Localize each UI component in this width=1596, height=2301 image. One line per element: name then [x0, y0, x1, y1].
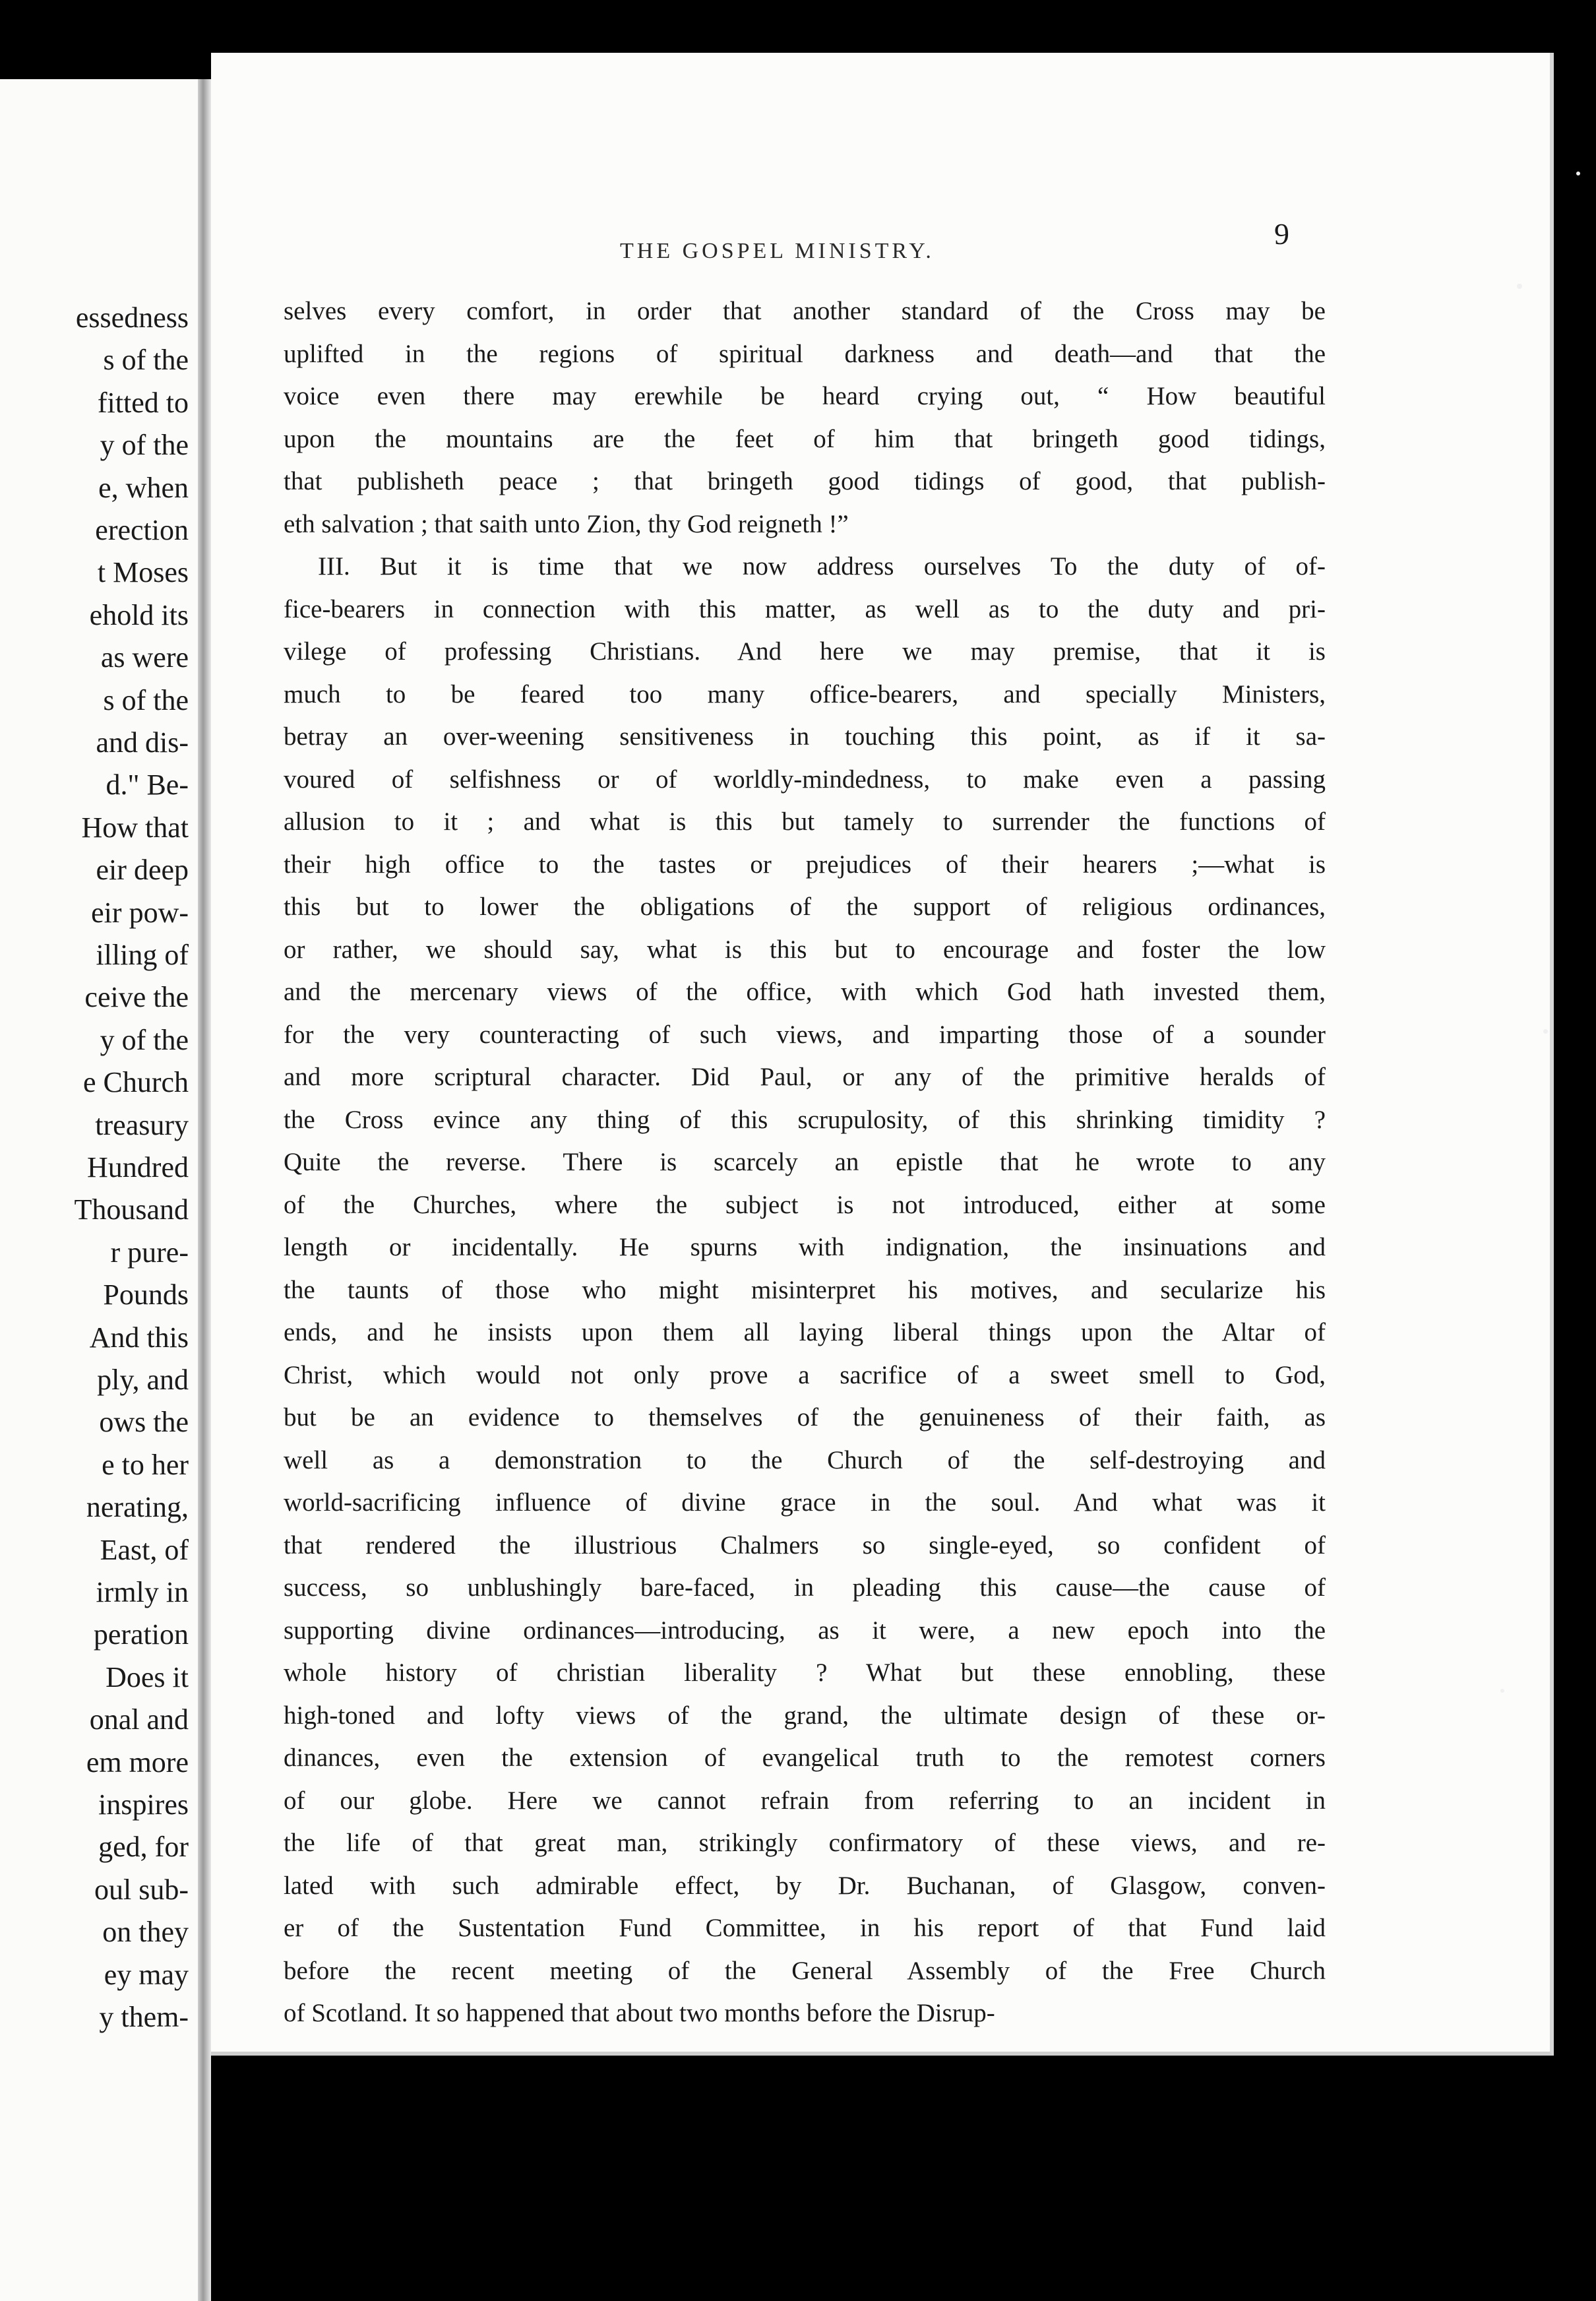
left-page-line: And this	[89, 1321, 189, 1354]
left-page-line: oul sub-	[94, 1873, 189, 1906]
scan-speck	[1500, 1689, 1504, 1693]
body-text-line: the taunts of those who might misinterpret his motives, and secularize his	[284, 1275, 1326, 1304]
left-page-line: East, of	[100, 1533, 189, 1566]
left-page-line: on they	[102, 1916, 189, 1949]
left-page-line: essedness	[75, 301, 189, 334]
body-text-line: vilege of professing Christians. And here we may premise, that it is	[284, 637, 1326, 666]
left-page-line: e Church	[82, 1066, 189, 1099]
left-page-line: em more	[86, 1746, 189, 1779]
body-text-line: high-toned and lofty views of the grand, the ultimate design of these or-	[284, 1701, 1326, 1730]
left-page-line: e to her	[102, 1448, 189, 1481]
left-page-line: inspires	[98, 1788, 189, 1821]
left-page-line: peration	[93, 1618, 189, 1651]
body-text-line: whole history of christian liberality ? What but these ennobling, these	[284, 1658, 1326, 1687]
left-page-line: illing of	[96, 939, 189, 971]
body-text-line: eth salvation ; that saith unto Zion, thy God reigneth !”	[284, 509, 849, 538]
body-text-line: well as a demonstration to the Church of the self-destroying and	[284, 1445, 1326, 1474]
left-page-line: eir pow-	[91, 896, 189, 929]
left-page-line: Hundred	[87, 1151, 189, 1183]
body-text-line: much to be feared too many office-bearers, and specially Ministers,	[284, 679, 1326, 709]
body-text-line: lated with such admirable effect, by Dr. Buchanan, of Glasgow, conven-	[284, 1871, 1326, 1900]
body-text-line: voured of selfishness or of worldly-mindedness, to make even a passing	[284, 765, 1326, 794]
left-page-line: ply, and	[97, 1364, 189, 1396]
body-text-line: length or incidentally. He spurns with indignation, the insinuations and	[284, 1233, 1326, 1261]
body-text-line: their high office to the tastes or prejudices of their hearers ;—what is	[284, 850, 1326, 879]
left-page-line: irmly in	[96, 1576, 189, 1608]
body-text-line: of the Churches, where the subject is not introduced, either at some	[284, 1190, 1326, 1219]
body-text-line: the Cross evince any thing of this scrupulosity, of this shrinking timidity ?	[284, 1105, 1326, 1134]
left-page-line: r pure-	[110, 1236, 189, 1269]
body-text-line: that publisheth peace ; that bringeth good tidings of good, that publish-	[284, 467, 1326, 495]
body-text-line: fice-bearers in connection with this matter, as well as to the duty and pri-	[284, 594, 1326, 623]
left-page-line: y of the	[100, 429, 189, 462]
body-text-line: betray an over-weening sensitiveness in touching this point, as if it sa-	[284, 722, 1326, 751]
left-page-line: ehold its	[89, 598, 189, 631]
body-text-line: dinances, even the extension of evangelical truth to the remotest corners	[284, 1744, 1326, 1772]
left-page-line: t Moses	[97, 556, 189, 589]
left-page-line: treasury	[95, 1108, 189, 1141]
body-text	[284, 290, 1326, 2035]
body-text-line: Christ, which would not only prove a sacrifice of a sweet smell to God,	[284, 1360, 1326, 1389]
right-page	[211, 53, 1554, 2056]
body-text-line: and the mercenary views of the office, with which God hath invested them,	[284, 978, 1326, 1006]
left-page-line: fitted to	[97, 386, 189, 419]
left-facing-page	[0, 79, 198, 2301]
body-text-line: but be an evidence to themselves of the genuineness of their faith, as	[284, 1403, 1326, 1432]
body-text-line: voice even there may erewhile be heard crying out, “ How beautiful	[284, 382, 1326, 410]
body-text-line: or rather, we should say, what is this but to encourage and foster the low	[284, 935, 1326, 964]
scan-speck	[1543, 1029, 1548, 1034]
left-page-line: nerating,	[86, 1491, 189, 1524]
body-text-line: success, so unblushingly bare-faced, in pleading this cause—the cause of	[284, 1573, 1326, 1602]
left-page-line: as were	[100, 641, 189, 674]
left-page-line: Does it	[106, 1660, 189, 1693]
body-text-line: allusion to it ; and what is this but tamely to surrender the functions of	[284, 807, 1326, 836]
left-page-line: onal and	[89, 1703, 189, 1736]
left-page-line: y them-	[99, 2001, 189, 2033]
body-text-line: selves every comfort, in order that another standard of the Cross may be	[284, 297, 1326, 325]
left-page-line: Thousand	[74, 1193, 189, 1226]
body-text-line: Quite the reverse. There is scarcely an epistle that he wrote to any	[284, 1148, 1326, 1176]
body-text-line: upon the mountains are the feet of him that bringeth good tidings,	[284, 424, 1326, 453]
body-text-line: ends, and he insists upon them all laying liberal things upon the Altar of	[284, 1318, 1326, 1346]
body-text-line: world-sacrificing influence of divine grace in the soul. And what was it	[284, 1488, 1326, 1517]
left-page-line: How that	[81, 811, 189, 844]
left-page-line: y of the	[100, 1023, 189, 1056]
body-text-line: before the recent meeting of the General Assembly of the Free Church	[284, 1956, 1326, 1985]
body-text-line: er of the Sustentation Fund Committee, in his report of that Fund laid	[284, 1914, 1326, 1942]
body-text-line: and more scriptural character. Did Paul, or any of the primitive heralds of	[284, 1063, 1326, 1091]
left-page-line: eir deep	[96, 854, 189, 887]
left-page-line: d." Be-	[106, 769, 189, 802]
left-page-line: e, when	[98, 471, 189, 504]
left-page-line: Pounds	[103, 1278, 189, 1311]
left-page-line: s of the	[103, 683, 189, 716]
body-text-line: supporting divine ordinances—introducing, as it were, a new epoch into the	[284, 1616, 1326, 1645]
left-page-line: ceive the	[84, 981, 189, 1014]
left-page-line: ey may	[104, 1958, 189, 1991]
body-text-line: of Scotland. It so happened that about two months before the Disrup-	[284, 1999, 995, 2027]
left-page-line: ows the	[99, 1406, 189, 1439]
left-page-line: erection	[95, 514, 189, 546]
book-gutter	[198, 79, 211, 2301]
body-text-line: uplifted in the regions of spiritual darkness and death—and that the	[284, 339, 1326, 368]
scan-speck	[1576, 172, 1580, 175]
scan-speck	[1517, 284, 1522, 289]
body-text-line: for the very counteracting of such views, and imparting those of a sounder	[284, 1020, 1326, 1049]
body-text-line: the life of that great man, strikingly confirmatory of these views, and re-	[284, 1829, 1326, 1857]
page-number: 9	[1274, 217, 1289, 251]
body-text-line: that rendered the illustrious Chalmers so single-eyed, so confident of	[284, 1530, 1326, 1560]
left-page-line: s of the	[103, 344, 189, 377]
left-page-line: and dis-	[96, 726, 189, 759]
running-head: THE GOSPEL MINISTRY.	[620, 239, 935, 263]
body-text-line: this but to lower the obligations of the support of religious ordinances,	[284, 893, 1326, 921]
body-text-line: of our globe. Here we cannot refrain from referring to an incident in	[284, 1786, 1326, 1815]
left-page-line: ged, for	[98, 1831, 189, 1864]
body-text-line: III. But it is time that we now address ourselves To the duty of of-	[318, 552, 1326, 581]
